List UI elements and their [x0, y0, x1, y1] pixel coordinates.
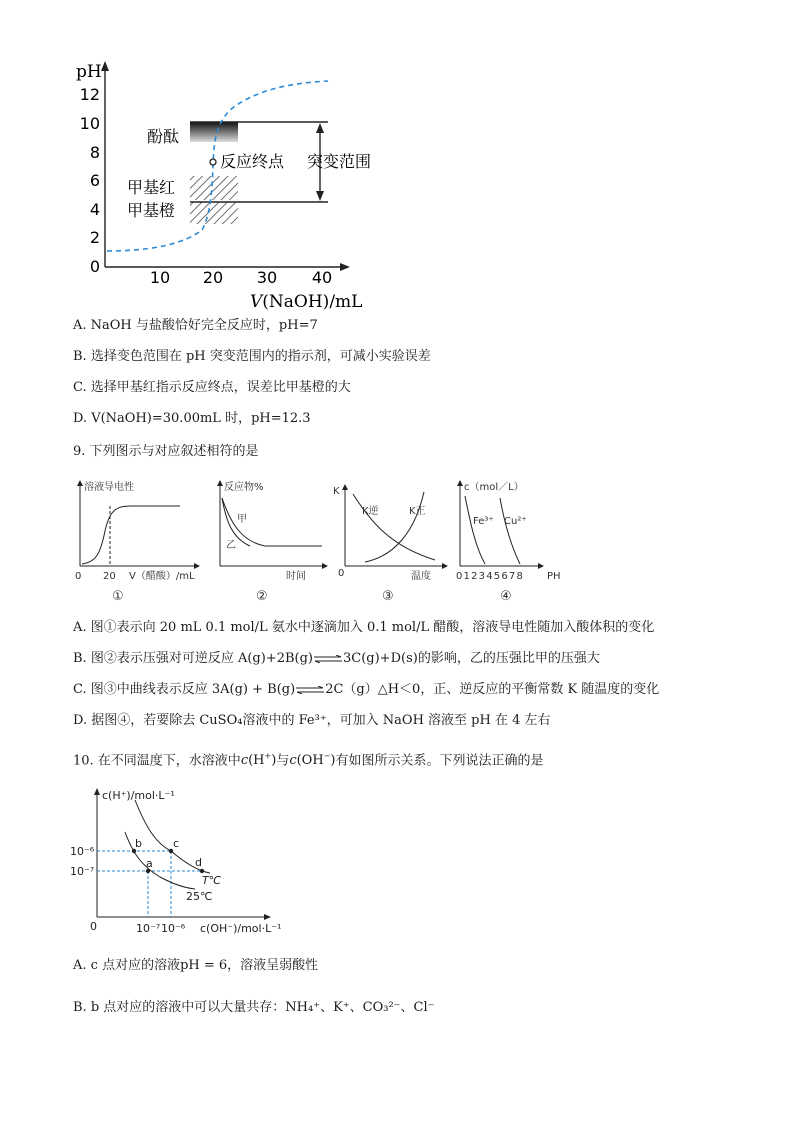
q9-option-c-pre: C. 图③中曲线表示反应 3A(g) + B(g) [73, 682, 296, 697]
x-tick-labels [150, 268, 332, 287]
y-axis-arrow [101, 61, 109, 71]
c-oh-expression: c(OH−) [289, 752, 336, 769]
jump-range-label: 突变范围 [307, 152, 372, 171]
label-25c: 25℃ [186, 890, 213, 903]
y-tick: 6 [89, 171, 100, 190]
graph-y-1e7: 10⁻⁷ [70, 865, 95, 878]
x-tick: 30 [256, 268, 278, 287]
water-ion-product-graph [70, 785, 310, 940]
label-c: c [173, 837, 180, 850]
graph-4-caption: ④ [500, 589, 512, 604]
point-d [200, 869, 204, 873]
graph-2-xlabel: 时间 [286, 571, 306, 582]
graph-2-caption: ② [256, 589, 268, 604]
graph-ylabel: c(H⁺)/mol·L⁻¹ [102, 789, 175, 802]
graph-3-curve-fwd: K正 [409, 506, 426, 517]
q9-option-c-post: 2C（g）△H＜0，正、逆反应的平衡常数 K 随温度的变化 [325, 682, 660, 697]
graph-2-ylabel: 反应物% [224, 482, 264, 493]
titration-graph [60, 55, 400, 315]
y-tick: 2 [89, 228, 100, 247]
label-b: b [135, 837, 142, 850]
q9-option-b-pre: B. 图②表示压强对可逆反应 A(g)+2B(g) [73, 651, 313, 666]
graph-3-curve-rev: K逆 [362, 506, 379, 517]
graph-3-xlabel: 温度 [411, 571, 431, 582]
label-tc: T℃ [202, 874, 222, 887]
equilibrium-arrow-icon [295, 686, 325, 694]
methyl-orange-label: 甲基橙 [127, 201, 176, 220]
titration-curve [107, 81, 328, 251]
endpoint-label: 反应终点 [220, 152, 285, 171]
x-axis-label: V(NaOH)/mL [250, 292, 363, 312]
q10-option-a-ph: pH = 6 [180, 958, 228, 973]
graph-1-xlabel: V（醋酸）/mL [129, 571, 195, 582]
q10-option-a-pre: A. c 点对应的溶液 [73, 958, 181, 973]
q10-stem-mid: 与 [276, 753, 290, 769]
phenolphthalein-label: 酚酞 [147, 127, 180, 146]
q10-option-a [73, 958, 318, 974]
q9-stem: 9. 下列图示与对应叙述相符的是 [73, 444, 259, 459]
graph-4-xlabel: PH [547, 571, 561, 582]
graph-1-ylabel: 溶液导电性 [84, 482, 134, 493]
y-tick-labels [80, 85, 100, 276]
methyl-red-band [190, 176, 238, 200]
x-tick: 10 [149, 268, 171, 287]
graph-2-series-a: 甲 [237, 514, 247, 525]
q9-option-d: D. 据图④，若要除去 CuSO₄溶液中的 Fe³⁺，可加入 NaOH 溶液至 pH 在 4 左右 [73, 713, 551, 728]
graph-3-caption: ③ [382, 589, 394, 604]
equilibrium-arrow-icon [313, 655, 343, 663]
y-tick: 4 [89, 200, 100, 219]
q9-option-a: A. 图①表示向 20 mL 0.1 mol/L 氨水中逐滴加入 0.1 mol/L 醋酸，溶液导电性随加入酸体积的变化 [73, 620, 655, 635]
x-tick: 40 [311, 268, 333, 287]
q10-option-b [73, 1000, 435, 1016]
q9-option-b [73, 651, 600, 667]
graph-1-x0: 0 [75, 571, 82, 582]
jump-range-arrow-head-up [316, 123, 324, 133]
graph-4-cu: Cu²⁺ [504, 516, 527, 527]
graph-4 [456, 480, 561, 604]
graph-1 [75, 480, 200, 604]
graph-3-ylabel: K [333, 486, 340, 497]
graph-2-series-b: 乙 [226, 540, 236, 551]
graph-x-1e7: 10⁻⁷ [136, 922, 161, 935]
q8-option-d: D. V(NaOH)=30.00mL 时，pH=12.3 [73, 411, 311, 426]
label-d: d [195, 856, 202, 869]
q8-option-c: C. 选择甲基红指示反应终点，误差比甲基橙的大 [73, 380, 351, 395]
c-h-expression: c(H+) [240, 752, 277, 769]
y-tick: 12 [79, 85, 100, 104]
q8-option-b: B. 选择变色范围在 pH 突变范围内的指示剂，可减小实验误差 [73, 349, 431, 364]
q10-option-a-post: ，溶液呈弱酸性 [227, 958, 319, 973]
x-axis-arrow [340, 263, 350, 271]
endpoint-marker [210, 159, 216, 165]
graph-4-ylabel: c（mol／L） [464, 482, 524, 493]
x-tick: 20 [202, 268, 224, 287]
q9-option-c [73, 682, 659, 698]
graph-3 [333, 484, 448, 604]
graph-1-caption: ① [112, 589, 124, 604]
y-tick: 8 [89, 143, 100, 162]
graph-1-x20: 20 [103, 571, 116, 582]
phenolphthalein-band [190, 122, 238, 142]
q10-option-b-ions: NH₄⁺、K⁺、CO₃²⁻、Cl⁻ [285, 1000, 435, 1015]
methyl-red-label: 甲基红 [127, 178, 176, 197]
q9-graphs [60, 476, 570, 608]
q9-option-b-post: 3C(g)+D(s)的影响，乙的压强比甲的压强大 [343, 651, 600, 666]
y-tick: 0 [89, 257, 100, 276]
graph-xlabel: c(OH⁻)/mol·L⁻¹ [200, 922, 282, 935]
jump-range-arrow-head-down [316, 191, 324, 201]
graph-4-ticks: 012345678 [456, 571, 525, 582]
y-axis-label: pH [76, 62, 102, 82]
graph-3-x0: 0 [338, 568, 345, 579]
graph-4-fe: Fe³⁺ [473, 516, 494, 527]
q10-stem [73, 749, 543, 769]
graph-x-1e6: 10⁻⁶ [161, 922, 186, 935]
label-a: a [146, 857, 153, 870]
q10-option-b-pre: B. b 点对应的溶液中可以大量共存： [73, 1000, 286, 1015]
graph-origin: 0 [90, 920, 97, 933]
methyl-orange-band [190, 202, 238, 224]
graph-y-1e6: 10⁻⁶ [70, 845, 95, 858]
q10-stem-pre: 10. 在不同温度下，水溶液中 [73, 753, 241, 769]
y-tick: 10 [79, 114, 100, 133]
q10-stem-post: 有如图所示关系。下列说法正确的是 [335, 753, 544, 769]
graph-2 [217, 480, 328, 604]
q8-option-a: A. NaOH 与盐酸恰好完全反应时，pH=7 [73, 318, 318, 333]
